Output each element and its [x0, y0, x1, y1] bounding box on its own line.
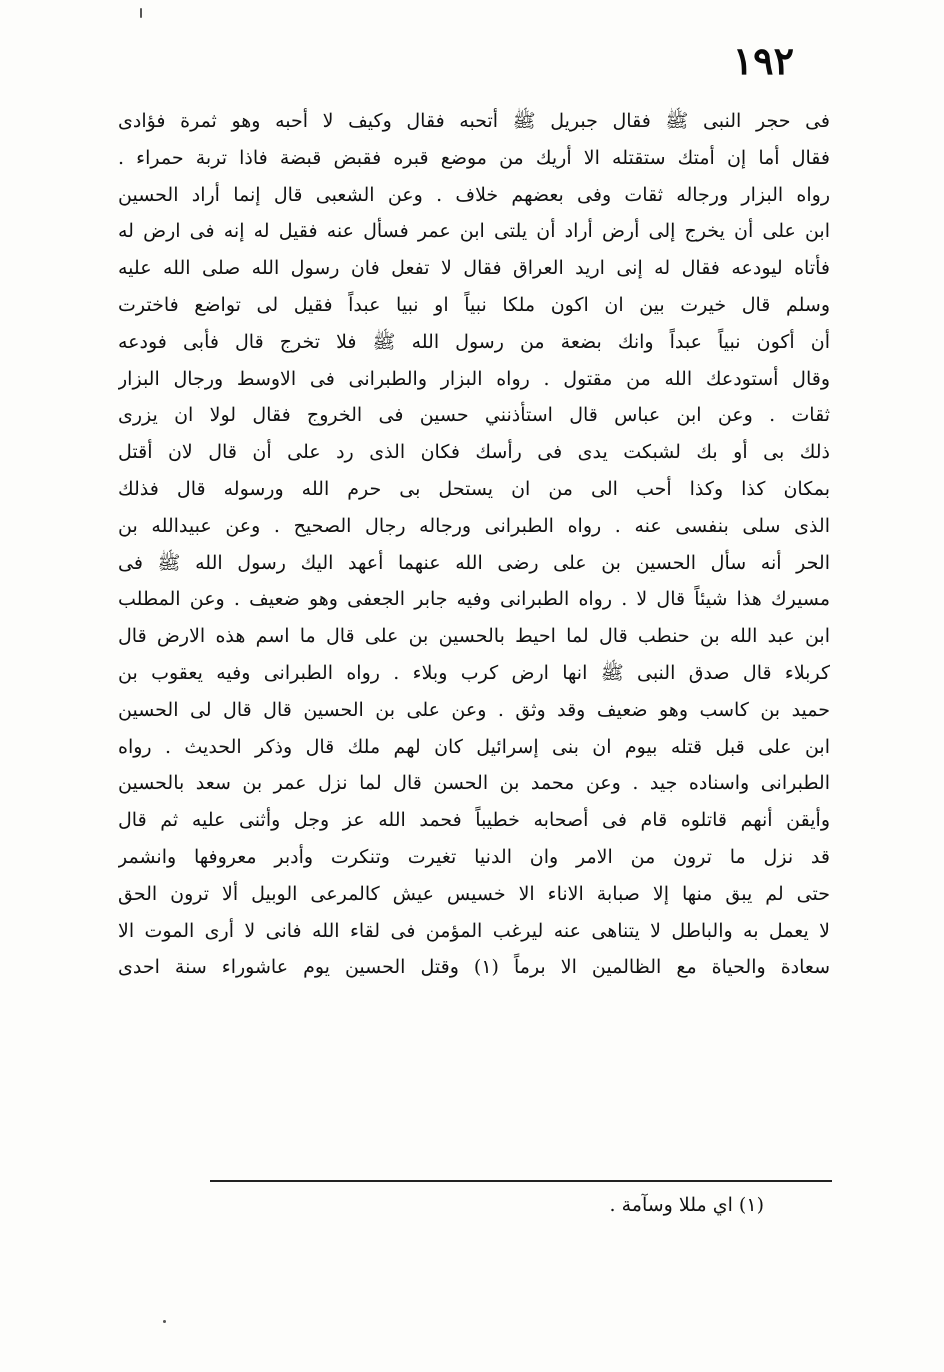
text-line: سعادة والحياة مع الظالمين الا برماً (١) وقتل الحسين يوم عاشوراء سنة احدى [118, 956, 830, 979]
text-line: ابن عبد الله بن حنطب قال لما احيط بالحسين بن على قال ما اسم هذه الارض قال [118, 625, 830, 648]
text-line: وأيقن أنهم قاتلوه قام فى أصحابه خطيباً فحمد الله عز وجل وأثنى عليه ثم قال [118, 809, 830, 832]
text-line: الطبرانى واسناده جيد . وعن محمد بن الحسن قال لما نزل عمر بن سعد بالحسين [118, 772, 830, 795]
scan-speck [140, 8, 142, 18]
text-line: بمكان كذا وكذا أحب الى من ان يستحل بى حرم الله ورسوله قال فذلك [118, 477, 830, 500]
text-line: مسيرك هذا شيئاً قال لا . رواه الطبرانى وفيه جابر الجعفى وهو ضعيف . وعن المطلب [118, 588, 830, 611]
text-line: حتى لم يبق منها إلا صبابة الاناء الا خسيس عيش كالمرعى الوبيل ألا ترون الحق [118, 882, 830, 905]
text-line: فقال أما إن أمتك ستقتله الا أريك من موضع قبره فقبض قبضة فاذا تربة حمراء . [118, 146, 830, 169]
text-line: لا يعمل به والباطل لا يتناهى عنه ليرغب المؤمن فى لقاء الله فانى لا أرى الموت الا [118, 919, 830, 942]
scan-speck [163, 1320, 166, 1323]
text-line: فأتاه ليودعه فقال له إنى اريد العراق فقال لا تفعل فان رسول الله صلى الله عليه [118, 257, 830, 280]
body-text [118, 103, 830, 986]
text-line: ذلك بى أو بك لشبكت يدى فى رأسك فكان الذى رد على أن قال لان أقتل [118, 441, 830, 464]
footnote: (١) اي مللا وسآمة . [609, 1194, 764, 1216]
text-line: وقال أستودعك الله من مقتول . رواه البزار والطبرانى فى الاوسط ورجال البزار [118, 367, 830, 390]
text-line: ثقات . وعن ابن عباس قال استأذنني حسين فى الخروج فقال لولا ان يزرى [118, 404, 830, 427]
text-line: رواه البزار ورجاله ثقات وفى بعضهم خلاف . وعن الشعبى قال إنما أراد الحسين [118, 183, 830, 206]
text-line: حميد بن كاسب وهو ضعيف وقد وثق . وعن على بن الحسين قال قال لى الحسين [118, 698, 830, 721]
text-line: قد نزل ما ترون من الامر وان الدنيا تغيرت وتنكرت وأدبر معروفها وانشمر [118, 845, 830, 868]
text-line: فى حجر النبى ﷺ فقال جبريل ﷺ أتحبه فقال وكيف لا أحبه وهو ثمرة فؤادى [118, 110, 830, 132]
text-line: كربلاء قال صدق النبى ﷺ انها ارض كرب وبلاء . رواه الطبرانى وفيه يعقوب بن [118, 661, 830, 684]
text-line: الذى سلى بنفسى عنه . رواه الطبرانى ورجاله رجال الصحيح . وعن عبيدالله بن [118, 514, 830, 537]
text-line: وسلم قال خيرت بين ان اكون ملكا نبياً او نبيا عبداً فقيل لى تواضع فاخترت [118, 293, 830, 316]
page-number: ١٩٢ [732, 38, 794, 83]
footnote-divider [210, 1180, 832, 1182]
text-line: ابن على أن يخرج إلى أرض أراد أن يلتى ابن عمر فسأل عنه فقيل له إنه فى ارض له [118, 220, 830, 243]
text-line: الحر أنه سأل الحسين بن على رضى الله عنهما أعهد اليك رسول الله ﷺ فى [118, 551, 830, 574]
text-line: ابن على قبل قتله بيوم ان بنى إسرائيل كان لهم ملك قال وذكر الحديث . رواه [118, 735, 830, 758]
text-line: أن أكون نبياً عبداً وانك بضعة من رسول الله ﷺ فلا تخرج قال فأبى فودعه [118, 330, 830, 353]
